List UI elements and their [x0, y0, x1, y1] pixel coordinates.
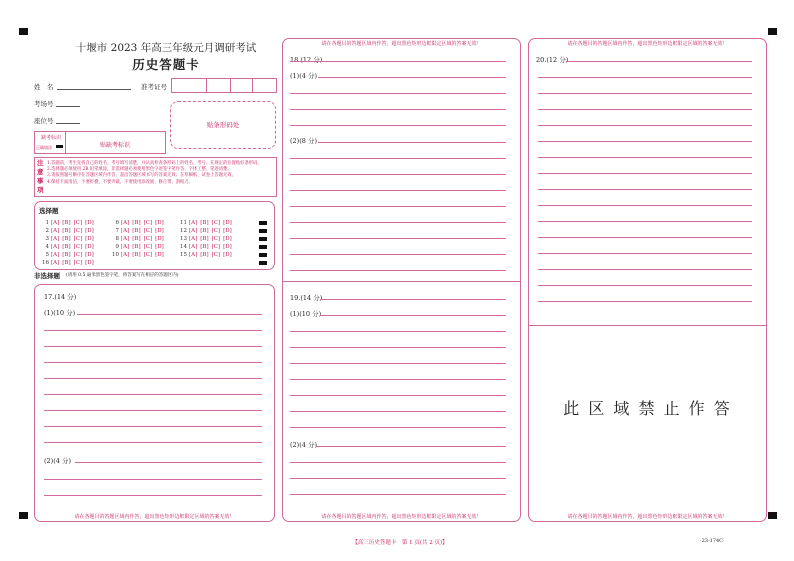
answer-bubble[interactable]: [A]: [189, 228, 198, 234]
timing-mark: [259, 229, 267, 233]
q20-answer-line[interactable]: [538, 269, 752, 270]
answer-bubble[interactable]: [A]: [121, 236, 130, 242]
answer-bubble[interactable]: [D]: [155, 228, 164, 234]
q20-answer-line[interactable]: [566, 61, 752, 62]
answer-bubble[interactable]: [C]: [211, 228, 221, 234]
answer-bubble[interactable]: [A]: [121, 220, 130, 226]
question-number: 13: [180, 236, 187, 242]
q20-answer-line[interactable]: [538, 285, 752, 286]
footer-page: 【高三历史答题卡 第 1 页(共 2 页)】: [352, 540, 448, 546]
q18-answer-line[interactable]: [318, 142, 506, 143]
answer-bubble[interactable]: [A]: [51, 236, 60, 242]
notice-text: 1.答题前，考生先将自己的姓名、考号填写清楚，并认真检查条形码上的姓名、考号，在规定的位置贴好条形码。 2.选择题必须使用 2B 铅笔填涂，非选择题必须使用黑色字迹签字笔作答，字体工整、笔迹清楚。 3.请按照题号顺序在答题区域内作答，超出答题区域书写的答案无效；在草稿纸、试卷上答题无效。 4.保持卡面清洁，不要折叠，不要弄破，不要使用涂改液、修正带、刮纸刀。: [47, 161, 262, 185]
exam-id-label: 准考证号: [141, 83, 167, 91]
answer-bubble[interactable]: [B]: [200, 244, 209, 250]
answer-bubble[interactable]: [B]: [200, 252, 209, 258]
timing-mark: [259, 221, 267, 225]
timing-mark: [259, 245, 267, 249]
absence-mark-label: 贴缺考标识: [99, 142, 130, 149]
choice-question-row: [40, 252, 97, 258]
answer-bubble[interactable]: [B]: [132, 244, 141, 250]
answer-bubble[interactable]: [C]: [211, 244, 221, 250]
answer-bubble[interactable]: [D]: [85, 244, 94, 250]
choice-question-row: [178, 236, 235, 242]
q17-answer-line[interactable]: [44, 495, 262, 496]
answer-bubble[interactable]: [D]: [155, 244, 164, 250]
question-number: 9: [115, 244, 119, 250]
middle-divider: [283, 281, 520, 282]
answer-bubble[interactable]: [B]: [132, 252, 141, 258]
choice-question-row: [40, 236, 97, 242]
answer-bubble[interactable]: [B]: [132, 236, 141, 242]
question-number: 8: [115, 236, 119, 242]
answer-bubble[interactable]: [C]: [73, 220, 83, 226]
choice-question-row: [40, 244, 97, 250]
answer-bubble[interactable]: [A]: [51, 252, 60, 258]
middle-top-warning: 请在各题目的答题区域内作答，超出黑色矩形边框限定区域的答案无效！: [321, 41, 482, 47]
notice-heading: 注 意 事 项: [37, 159, 44, 194]
answer-bubble[interactable]: [D]: [223, 252, 232, 258]
answer-bubble[interactable]: [A]: [121, 244, 130, 250]
answer-bubble[interactable]: [C]: [143, 252, 153, 258]
q18-answer-line[interactable]: [318, 77, 506, 78]
question-number: 1: [45, 220, 49, 226]
q19-answer-line[interactable]: [290, 363, 506, 364]
q18-answer-line[interactable]: [290, 206, 506, 207]
q17-part1-label: (1)(10 分): [44, 309, 76, 317]
choice-question-row: [178, 252, 235, 258]
nonchoice-title: 非选择题: [34, 272, 60, 280]
question-number: 10: [112, 252, 119, 258]
question-number: 7: [115, 228, 119, 234]
answer-bubble[interactable]: [A]: [121, 252, 130, 258]
q19-answer-line[interactable]: [320, 299, 506, 300]
question-number: 12: [180, 228, 187, 234]
q19-answer-line[interactable]: [320, 315, 506, 316]
q19-part1-label: (1)(10 分): [290, 310, 322, 318]
choice-question-row: [40, 220, 97, 226]
answer-bubble[interactable]: [C]: [143, 228, 153, 234]
answer-bubble[interactable]: [D]: [85, 260, 94, 266]
question-number: 6: [115, 220, 119, 226]
forbidden-zone-text: 此 区 域 禁 止 作 答: [563, 399, 732, 418]
answer-bubble[interactable]: [D]: [85, 236, 94, 242]
q18-answer-line[interactable]: [290, 190, 506, 191]
question-number: 5: [45, 252, 49, 258]
answer-bubble[interactable]: [B]: [62, 220, 71, 226]
choice-question-row: [178, 220, 235, 226]
answer-bubble[interactable]: [B]: [132, 228, 141, 234]
q17-answer-line[interactable]: [77, 314, 262, 315]
q20-label: 20.(12 分): [536, 56, 569, 64]
q17-answer-line[interactable]: [44, 346, 262, 347]
q18-answer-line[interactable]: [290, 125, 506, 126]
barcode-label: 贴条形码处: [206, 121, 240, 129]
question-number: 14: [180, 244, 187, 250]
fill-sample: [56, 145, 63, 148]
answer-bubble[interactable]: [B]: [132, 220, 141, 226]
q18-answer-line[interactable]: [290, 109, 506, 110]
q19-part2-label: (2)(4 分): [290, 441, 317, 449]
right-panel: [528, 38, 767, 522]
timing-mark: [259, 237, 267, 241]
q17-answer-line[interactable]: [44, 479, 262, 480]
notice-box: [34, 157, 277, 197]
answer-bubble[interactable]: [B]: [62, 260, 71, 266]
alignment-mark: [768, 28, 777, 35]
answer-bubble[interactable]: [B]: [62, 252, 71, 258]
q20-answer-line[interactable]: [538, 77, 752, 78]
alignment-mark: [19, 512, 28, 519]
q17-answer-line[interactable]: [44, 378, 262, 379]
answer-bubble[interactable]: [C]: [73, 228, 83, 234]
answer-bubble[interactable]: [D]: [85, 228, 94, 234]
q18-answer-line[interactable]: [290, 158, 506, 159]
answer-bubble[interactable]: [D]: [85, 220, 94, 226]
correct-fill-label: 正确填涂: [36, 145, 52, 150]
middle-bottom-warning: 请在各题目的答题区域内作答，超出黑色矩形边框限定区域的答案无效！: [321, 514, 482, 520]
middle-panel: [282, 38, 521, 522]
answer-bubble[interactable]: [C]: [143, 236, 153, 242]
answer-bubble[interactable]: [A]: [51, 244, 60, 250]
choice-question-row: [110, 236, 167, 242]
answer-bubble[interactable]: [A]: [189, 252, 198, 258]
name-field[interactable]: [57, 89, 131, 90]
q18-answer-line[interactable]: [290, 93, 506, 94]
room-label: 考场号: [34, 100, 54, 108]
q17-answer-line[interactable]: [44, 394, 262, 395]
answer-bubble[interactable]: [B]: [62, 244, 71, 250]
q19-answer-line[interactable]: [290, 347, 506, 348]
timing-mark: [259, 253, 267, 257]
q20-answer-line[interactable]: [538, 173, 752, 174]
room-field[interactable]: [56, 106, 80, 107]
exam-id-boxes[interactable]: [171, 78, 277, 93]
question-number: 15: [180, 252, 187, 258]
answer-bubble[interactable]: [B]: [200, 228, 209, 234]
seat-field[interactable]: [56, 123, 80, 124]
q19-answer-line[interactable]: [290, 494, 506, 495]
q19-answer-line[interactable]: [290, 379, 506, 380]
q19-answer-line[interactable]: [290, 478, 506, 479]
q20-answer-line[interactable]: [538, 253, 752, 254]
q18-answer-line[interactable]: [290, 61, 506, 62]
right-bottom-warning: 请在各题目的答题区域内作答，超出黑色矩形边框限定区域的答案无效！: [567, 514, 728, 520]
answer-bubble[interactable]: [A]: [51, 228, 60, 234]
q18-answer-line[interactable]: [290, 254, 506, 255]
answer-bubble[interactable]: [A]: [51, 260, 60, 266]
timing-mark: [259, 261, 267, 265]
choice-question-row: [40, 260, 97, 266]
choice-question-row: [110, 220, 167, 226]
q19-label: 19.(14 分): [290, 294, 323, 302]
footer-code: ·23-174C·: [700, 538, 725, 544]
exam-title: 十堰市 2023 年高三年级元月调研考试: [75, 42, 257, 54]
q19-answer-line[interactable]: [290, 462, 506, 463]
q19-answer-line[interactable]: [290, 331, 506, 332]
nonchoice-note: (请用 0.5 毫米黑色签字笔，将答案写在相应的答题区内): [66, 273, 179, 278]
q18-label: 18.(12 分): [290, 56, 323, 64]
answer-bubble[interactable]: [D]: [85, 252, 94, 258]
q17-label: 17.(14 分): [44, 293, 77, 301]
q20-answer-line[interactable]: [538, 237, 752, 238]
right-divider: [529, 325, 766, 326]
alignment-mark: [19, 28, 28, 35]
q17-answer-line[interactable]: [75, 462, 262, 463]
answer-bubble[interactable]: [B]: [200, 220, 209, 226]
q17-answer-line[interactable]: [44, 426, 262, 427]
q20-answer-line[interactable]: [538, 141, 752, 142]
answer-bubble[interactable]: [C]: [143, 244, 153, 250]
question-number: 4: [45, 244, 49, 250]
question-number: 16: [42, 260, 49, 266]
answer-bubble[interactable]: [C]: [211, 236, 221, 242]
q18-part1-label: (1)(4 分): [290, 72, 317, 80]
choice-question-row: [178, 244, 235, 250]
choice-question-row: [110, 252, 167, 258]
choice-title: 选择题: [39, 207, 59, 215]
q20-answer-line[interactable]: [538, 125, 752, 126]
q19-answer-line[interactable]: [316, 446, 506, 447]
answer-bubble[interactable]: [A]: [121, 228, 130, 234]
answer-bubble[interactable]: [D]: [223, 220, 232, 226]
absence-box: [34, 131, 166, 154]
q17-panel: [34, 284, 275, 522]
q19-answer-line[interactable]: [290, 395, 506, 396]
q20-answer-line[interactable]: [538, 205, 752, 206]
q18-answer-line[interactable]: [290, 174, 506, 175]
answer-bubble[interactable]: [D]: [223, 244, 232, 250]
answer-bubble[interactable]: [D]: [155, 220, 164, 226]
answer-bubble[interactable]: [C]: [73, 252, 83, 258]
q20-answer-line[interactable]: [538, 189, 752, 190]
q20-answer-line[interactable]: [538, 93, 752, 94]
absence-label: 缺考标识: [40, 135, 61, 141]
answer-bubble[interactable]: [C]: [73, 244, 83, 250]
q19-answer-line[interactable]: [290, 411, 506, 412]
q20-answer-line[interactable]: [538, 109, 752, 110]
q17-part2-label: (2)(4 分): [44, 457, 71, 465]
choice-question-row: [178, 228, 235, 234]
answer-bubble[interactable]: [C]: [211, 220, 221, 226]
question-number: 11: [180, 220, 187, 226]
choice-question-row: [40, 228, 97, 234]
question-number: 2: [45, 228, 49, 234]
q18-answer-line[interactable]: [290, 270, 506, 271]
q17-answer-line[interactable]: [44, 330, 262, 331]
name-label: 姓 名: [34, 83, 54, 91]
answer-bubble[interactable]: [D]: [223, 236, 232, 242]
answer-bubble[interactable]: [A]: [51, 220, 60, 226]
answer-bubble[interactable]: [B]: [200, 236, 209, 242]
alignment-mark: [768, 512, 777, 519]
q17-answer-line[interactable]: [44, 442, 262, 443]
question-number: 3: [45, 236, 49, 242]
answer-bubble[interactable]: [A]: [189, 220, 198, 226]
barcode-area: [170, 101, 276, 149]
answer-bubble[interactable]: [A]: [189, 244, 198, 250]
answer-bubble[interactable]: [A]: [189, 236, 198, 242]
q18-answer-line[interactable]: [290, 238, 506, 239]
q17-answer-line[interactable]: [44, 362, 262, 363]
q20-answer-line[interactable]: [538, 221, 752, 222]
answer-bubble[interactable]: [D]: [223, 228, 232, 234]
answer-bubble[interactable]: [D]: [155, 236, 164, 242]
answer-bubble[interactable]: [C]: [73, 236, 83, 242]
q18-answer-line[interactable]: [290, 222, 506, 223]
q20-answer-line[interactable]: [538, 157, 752, 158]
answer-bubble[interactable]: [C]: [73, 260, 83, 266]
answer-bubble[interactable]: [C]: [143, 220, 153, 226]
q18-part2-label: (2)(8 分): [290, 137, 317, 145]
choice-question-row: [110, 228, 167, 234]
answer-bubble[interactable]: [D]: [155, 252, 164, 258]
answer-bubble[interactable]: [B]: [62, 236, 71, 242]
q20-answer-line[interactable]: [538, 301, 752, 302]
right-top-warning: 请在各题目的答题区域内作答，超出黑色矩形边框限定区域的答案无效！: [567, 41, 728, 47]
card-title: 历史答题卡: [132, 57, 200, 72]
seat-label: 座位号: [34, 117, 54, 125]
answer-bubble[interactable]: [C]: [211, 252, 221, 258]
q17-answer-line[interactable]: [44, 410, 262, 411]
q19-answer-line[interactable]: [290, 427, 506, 428]
answer-bubble[interactable]: [B]: [62, 228, 71, 234]
left-warning: 请在各题目的答题区域内作答，超出黑色矩形边框限定区域的答案无效！: [74, 514, 235, 520]
choice-question-row: [110, 244, 167, 250]
